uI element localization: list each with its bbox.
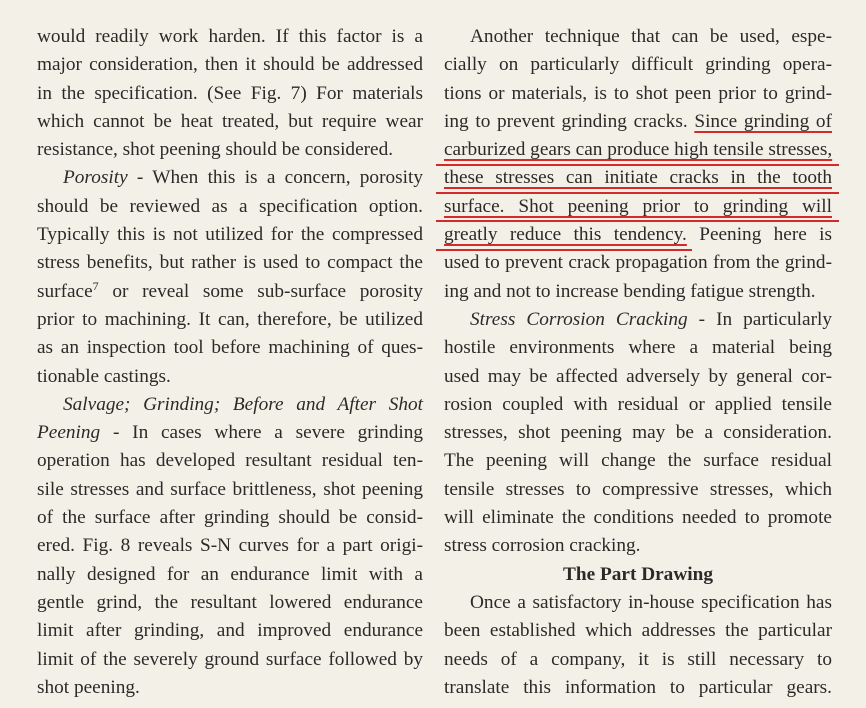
- annotation-underline: [436, 249, 692, 251]
- text-line: tensile stresses to compressive stresses, which: [444, 478, 832, 500]
- text-line: should be reviewed as a specification option.: [37, 195, 423, 217]
- left-column: [37, 23, 423, 702]
- underlined-text: carburized gears can produce high tensile stresses,: [444, 139, 833, 161]
- stress-corrosion-heading: Stress Corrosion Cracking: [470, 308, 688, 330]
- text-line: resistance, shot peening should be considered.: [37, 139, 394, 161]
- text-line: needs of a company, it is still necessary to: [444, 648, 832, 670]
- text-run: or reveal some sub-surface porosity: [98, 280, 423, 302]
- text-line: will eliminate the conditions needed to promote: [444, 507, 832, 529]
- porosity-heading: Porosity: [63, 167, 128, 189]
- text-line: been established which addresses the particular: [444, 620, 832, 642]
- text-line: prior to machining. It can, therefore, be utilized: [37, 308, 423, 330]
- salvage-heading: Salvage; Grinding; Before and After Shot: [63, 393, 423, 415]
- text-run: Peening here is: [699, 224, 833, 246]
- text-line: used may be affected adversely by general cor-: [444, 365, 832, 387]
- text-line: gentle grind, the resultant lowered endurance: [37, 591, 423, 613]
- text-line: of the surface after grinding should be consid-: [37, 507, 423, 529]
- text-line: Another technique that can be used, espe-: [470, 26, 832, 47]
- text-line: [444, 164, 832, 192]
- text-line: tions or materials, is to shot peen prior to grind-: [444, 82, 832, 104]
- text-line: The peening will change the surface residual: [444, 450, 832, 472]
- text-line: would readily work harden. If this factor is a: [37, 26, 423, 47]
- text-line: translate this information to particular gears.: [444, 676, 832, 698]
- annotation-underline: [436, 192, 839, 194]
- text-line: [37, 419, 423, 447]
- text-line: [444, 306, 832, 334]
- text-line: nally designed for an endurance limit with a: [37, 563, 423, 585]
- text-line: limit after grinding, and improved endurance: [37, 620, 423, 642]
- text-line: used to prevent crack propagation from the grind-: [444, 252, 832, 274]
- text-line: tionable castings.: [37, 365, 171, 387]
- text-line: cially on particularly difficult grinding opera-: [444, 54, 832, 76]
- text-line: which cannot be heat treated, but require wear: [37, 110, 423, 132]
- text-run: - When this is a concern, porosity: [127, 167, 423, 189]
- annotation-underline: [436, 220, 839, 222]
- text-line: limit of the severely ground surface followed by: [37, 648, 423, 670]
- text-line: stresses, shot peening may be a consideration.: [444, 422, 832, 444]
- salvage-heading-cont: Peening: [37, 422, 101, 444]
- text-line: Once a satisfactory in-house specification has: [470, 591, 832, 613]
- text-line: operation has developed resultant residual ten-: [37, 450, 423, 472]
- text-line: sile stresses and surface brittleness, shot peening: [37, 478, 423, 500]
- text-line: [444, 108, 832, 136]
- section-heading: The Part Drawing: [563, 563, 713, 585]
- text-line: [37, 278, 423, 306]
- text-run: - In particularly: [687, 308, 832, 330]
- text-line: in the specification. (See Fig. 7) For materials: [37, 82, 423, 104]
- text-line: major consideration, then it should be addressed: [37, 54, 423, 76]
- text-line: Typically this is not utilized for the compressed: [37, 224, 423, 246]
- text-line: [444, 193, 832, 221]
- text-line: rosion coupled with residual or applied tensile: [444, 393, 832, 415]
- footnote-ref: 7: [92, 278, 99, 293]
- text-line: hostile environments where a material being: [444, 337, 832, 359]
- underlined-text: greatly reduce this tendency.: [444, 224, 687, 246]
- text-line: [444, 136, 832, 164]
- annotation-underline: [436, 164, 839, 166]
- right-column: [444, 23, 832, 702]
- underlined-text: Since grinding of: [694, 110, 832, 132]
- underlined-text: surface. Shot peening prior to grinding will: [444, 195, 832, 217]
- text-line: as an inspection tool before machining of ques-: [37, 337, 423, 359]
- text-line: stress corrosion cracking.: [444, 535, 641, 557]
- text-line: shot peening.: [37, 676, 140, 698]
- text-line: [444, 221, 832, 249]
- text-run: - In cases where a severe grinding: [100, 422, 423, 444]
- text-line: stress benefits, but rather is used to compact the: [37, 252, 423, 274]
- text-line: ing and not to increase bending fatigue strength.: [444, 280, 816, 302]
- underlined-text: these stresses can initiate cracks in the tooth: [444, 167, 832, 189]
- text-line: [37, 164, 423, 192]
- text-run: ing to prevent grinding cracks.: [444, 110, 688, 132]
- text-line: ered. Fig. 8 reveals S-N curves for a part origi-: [37, 535, 423, 557]
- text-run: surface: [37, 280, 93, 302]
